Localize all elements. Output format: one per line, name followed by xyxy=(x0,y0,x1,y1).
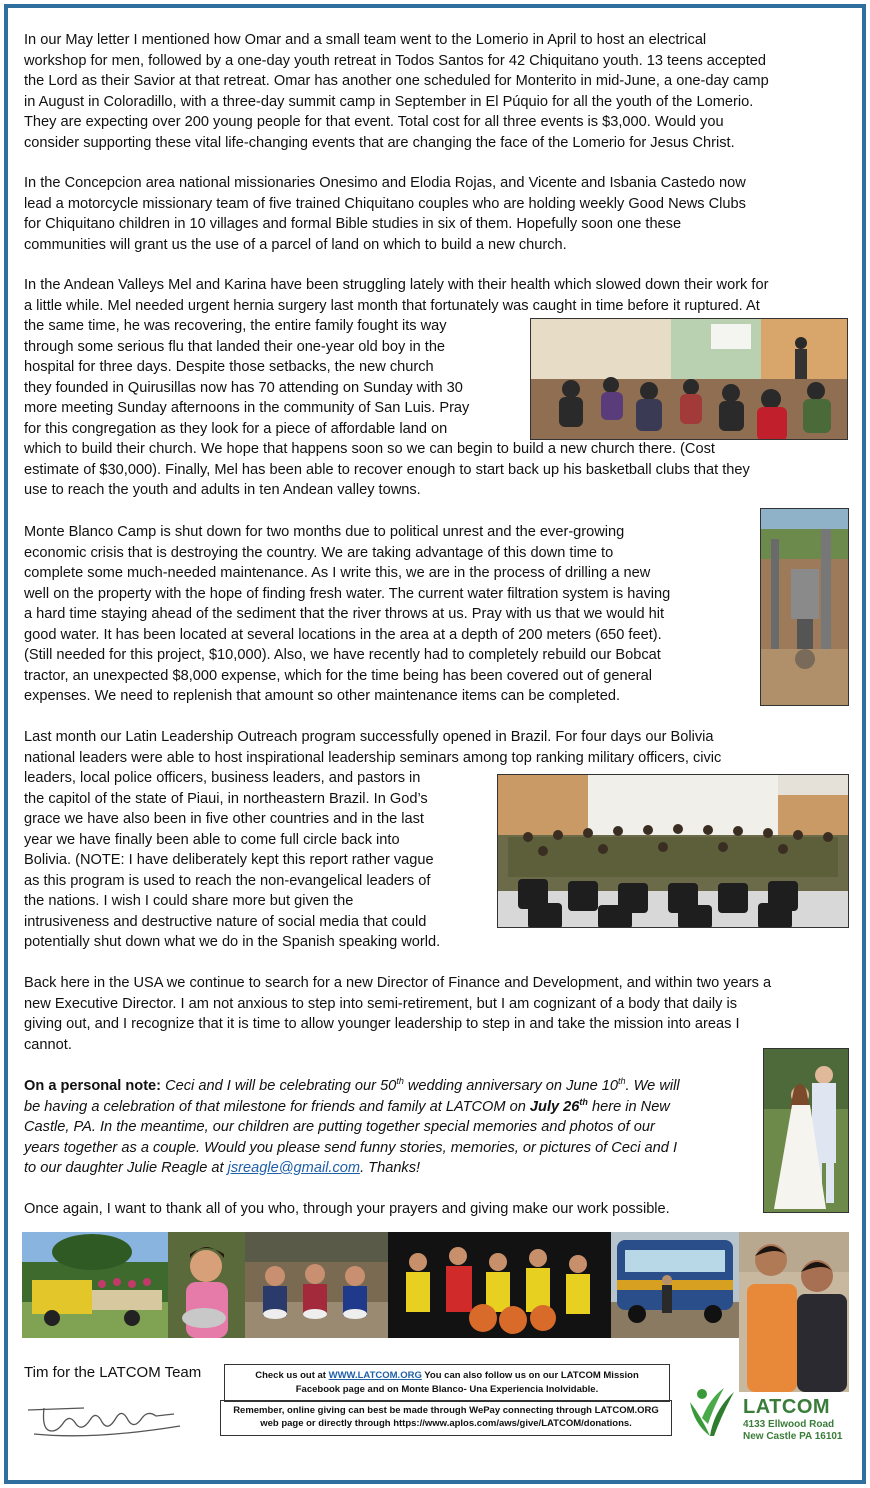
wedding-photo xyxy=(763,1048,849,1213)
text-fragment: . Thanks! xyxy=(360,1160,421,1176)
text-line: the nations. I wish I could share more but given the xyxy=(24,893,354,909)
basketball-team-photo xyxy=(388,1232,611,1338)
text-line: leaders, local police officers, business leaders, and pastors in xyxy=(24,770,421,786)
paragraph-usa-update xyxy=(24,973,771,1055)
text-line: Back here in the USA we continue to search for a new Director of Finance and Development, and within two years a xyxy=(24,975,772,991)
paragraph-monte-blanco xyxy=(24,522,670,707)
text-line: expenses. We need to replenish that amount so other maintenance items can be completed. xyxy=(24,688,620,704)
text-line: years together as a couple. Would you please send funny stories, memories, or pictures of Ceci and I xyxy=(24,1139,677,1156)
text-line: Monte Blanco Camp is shut down for two months due to political unrest and the ever-growing xyxy=(24,524,625,540)
text-line: good water. It has been located at several locations in the area at a depth of 200 meters (650 feet). xyxy=(24,626,662,643)
latcom-logo-icon xyxy=(684,1384,740,1440)
text-fragment: You can also follow us on our LATCOM Mission xyxy=(421,1370,639,1381)
text-line: well on the property with the hope of finding fresh water. The current water filtration system is having xyxy=(24,585,671,602)
text-line: estimate of $30,000). Finally, Mel has been able to recover enough to start back up his basketball clubs that they xyxy=(24,461,750,478)
church-congregation-photo xyxy=(530,318,848,440)
text-line xyxy=(24,1076,680,1097)
box-line: Remember, online giving can best be made through WePay connecting through LATCOM.ORG xyxy=(233,1405,659,1416)
text-line: the Lord as their Savior at that retreat. Omar has another one scheduled for Monterito in mid-June, a one-day camp xyxy=(24,73,769,89)
logo-address-line: 4133 Ellwood Road xyxy=(743,1419,835,1430)
leadership-seminar-group-photo xyxy=(497,774,849,928)
text-line: a little while. Mel needed urgent hernia surgery last month that fortunately was caught in time before it ruptured. At xyxy=(24,297,760,314)
text-line: grace we have also been in five other countries and in the last xyxy=(24,811,424,827)
text-fragment: here in New xyxy=(587,1098,670,1115)
paragraph-lomerio xyxy=(24,30,769,153)
box-line: web page or directly through https://www.aplos.com/aws/give/LATCOM/donations. xyxy=(260,1418,632,1429)
text-line: a hard time staying ahead of the sediment that the river throws at us. Pray with us that we would hit xyxy=(24,606,665,622)
text-line: Once again, I want to thank all of you who, through your prayers and giving make our work possible. xyxy=(24,1201,670,1217)
text-fragment: to our daughter Julie Reagle at xyxy=(24,1160,228,1176)
text-line: for Chiquitano children in 10 villages and formal Bible studies in six of them. Hopefully soon one these xyxy=(24,216,682,232)
text-line: in August in Coloradillo, with a three-day summit camp in September in El Púquio for all the youth of the Lomerio. xyxy=(24,93,754,110)
text-line xyxy=(24,1158,680,1179)
bus-photo xyxy=(611,1232,739,1338)
latcom-logo-text xyxy=(743,1396,843,1443)
signature xyxy=(24,1396,184,1440)
text-fragment: be having a celebration of that milestone for friends and family at LATCOM on xyxy=(24,1098,530,1115)
text-line: use to reach the youth and adults in ten Andean valley towns. xyxy=(24,482,421,498)
text-line: the capitol of the state of Piaui, in northeastern Brazil. In God’s xyxy=(24,790,428,807)
text-line: potentially shut down what we do in the Spanish speaking world. xyxy=(24,934,441,950)
online-giving-box xyxy=(220,1400,672,1436)
text-fragment: wedding anniversary on June 10 xyxy=(403,1078,619,1094)
superscript: th xyxy=(618,1076,626,1087)
text-fragment: . We will xyxy=(625,1078,680,1094)
text-line: which to build their church. We hope that happens soon so we can begin to build a new church there. (Cost xyxy=(24,441,715,457)
text-line: year we have finally been able to come full circle back into xyxy=(24,831,400,848)
text-line: new Executive Director. I am not anxious to step into semi-retirement, but I am cognizant of a body that daily is xyxy=(24,995,738,1012)
text-fragment: Ceci and I will be celebrating our 50 xyxy=(161,1078,397,1094)
text-line: through some serious flu that landed their one-year old boy in the xyxy=(24,338,446,355)
well-drilling-photo xyxy=(760,508,849,706)
website-link[interactable]: WWW.LATCOM.ORG xyxy=(328,1370,422,1381)
celebration-date: July 26 xyxy=(529,1098,580,1115)
paragraph-personal-note xyxy=(24,1076,680,1179)
text-fragment: Check us out at xyxy=(255,1370,329,1381)
personal-note-lead: On a personal note: xyxy=(24,1078,162,1094)
superscript: th xyxy=(396,1076,404,1087)
child-eating-photo xyxy=(168,1232,245,1338)
truck-photo xyxy=(22,1232,168,1338)
email-link[interactable]: jsreagle@gmail.com xyxy=(227,1160,361,1176)
text-line: consider supporting these vital life-changing events that are changing the face of the Lomerio for Jesus Christ. xyxy=(24,134,735,151)
text-line: more meeting Sunday afternoons in the community of San Luis. Pray xyxy=(24,400,470,416)
young-men-photo xyxy=(739,1232,849,1392)
text-line: Castle, PA. In the meantime, our children are putting together special memories and photos of our xyxy=(24,1119,655,1135)
children-meal-photo xyxy=(245,1232,388,1338)
text-line: tractor, an unexpected $8,000 expense, which for the time being has been covered out of general xyxy=(24,667,652,684)
text-line: lead a motorcycle missionary team of five trained Chiquitano couples who are holding weekly Good News Clubs xyxy=(24,195,746,212)
paragraph-concepcion xyxy=(24,173,746,255)
text-line: giving out, and I recognize that it is time to allow younger leadership to step in and take the mission into areas I xyxy=(24,1016,740,1032)
text-line: In the Concepcion area national missionaries Onesimo and Elodia Rojas, and Vicente and Isbania Castedo now xyxy=(24,175,746,191)
box-line: Facebook page and on Monte Blanco- Una Experiencia Inolvidable. xyxy=(295,1384,599,1395)
text-line: the same time, he was recovering, the entire family fought its way xyxy=(24,318,447,334)
paragraph-thanks xyxy=(24,1199,670,1220)
logo-name: LATCOM xyxy=(743,1396,831,1418)
text-line: workshop for men, followed by a one-day youth retreat in Todos Santos for 42 Chiquitano youth. 13 teens accepted xyxy=(24,52,767,69)
text-line: communities will grant us the use of a parcel of land on which to build a new church. xyxy=(24,236,567,253)
text-line: complete some much-needed maintenance. As I write this, we are in the process of drilling a new xyxy=(24,565,651,581)
logo-address-line: New Castle PA 16101 xyxy=(743,1431,843,1442)
box-line xyxy=(225,1369,669,1383)
superscript: th xyxy=(579,1096,588,1107)
signoff-text: Tim for the LATCOM Team xyxy=(24,1364,202,1381)
text-line: for this congregation as they look for a piece of affordable land on xyxy=(24,420,448,437)
text-line xyxy=(24,1097,680,1118)
text-line: cannot. xyxy=(24,1036,72,1053)
text-line: They are expecting over 200 young people for that event. Total cost for all three events is $3,000. Would you xyxy=(24,114,724,130)
text-line: In the Andean Valleys Mel and Karina have been struggling lately with their health which slowed down their work for xyxy=(24,277,769,293)
text-line: as this program is used to reach the non-evangelical leaders of xyxy=(24,872,431,889)
text-line: they founded in Quirusillas now has 70 attending on Sunday with 30 xyxy=(24,379,463,396)
text-line: national leaders were able to host inspirational leadership seminars among top ranking military officers, civic xyxy=(24,749,722,766)
text-line: intrusiveness and destructive nature of social media that could xyxy=(24,913,427,930)
text-line: (Still needed for this project, $10,000). Also, we have recently had to completely rebuild our Bobcat xyxy=(24,647,661,663)
text-line: In our May letter I mentioned how Omar and a small team went to the Lomerio in April to host an electrical xyxy=(24,32,707,48)
text-line: Bolivia. (NOTE: I have deliberately kept this report rather vague xyxy=(24,852,434,868)
text-line: hospital for three days. Despite those setbacks, the new church xyxy=(24,359,434,375)
website-info-box xyxy=(224,1364,670,1402)
text-line: Last month our Latin Leadership Outreach program successfully opened in Brazil. For four days our Bolivia xyxy=(24,729,714,745)
text-line: economic crisis that is destroying the country. We are taking advantage of this down time to xyxy=(24,544,614,561)
